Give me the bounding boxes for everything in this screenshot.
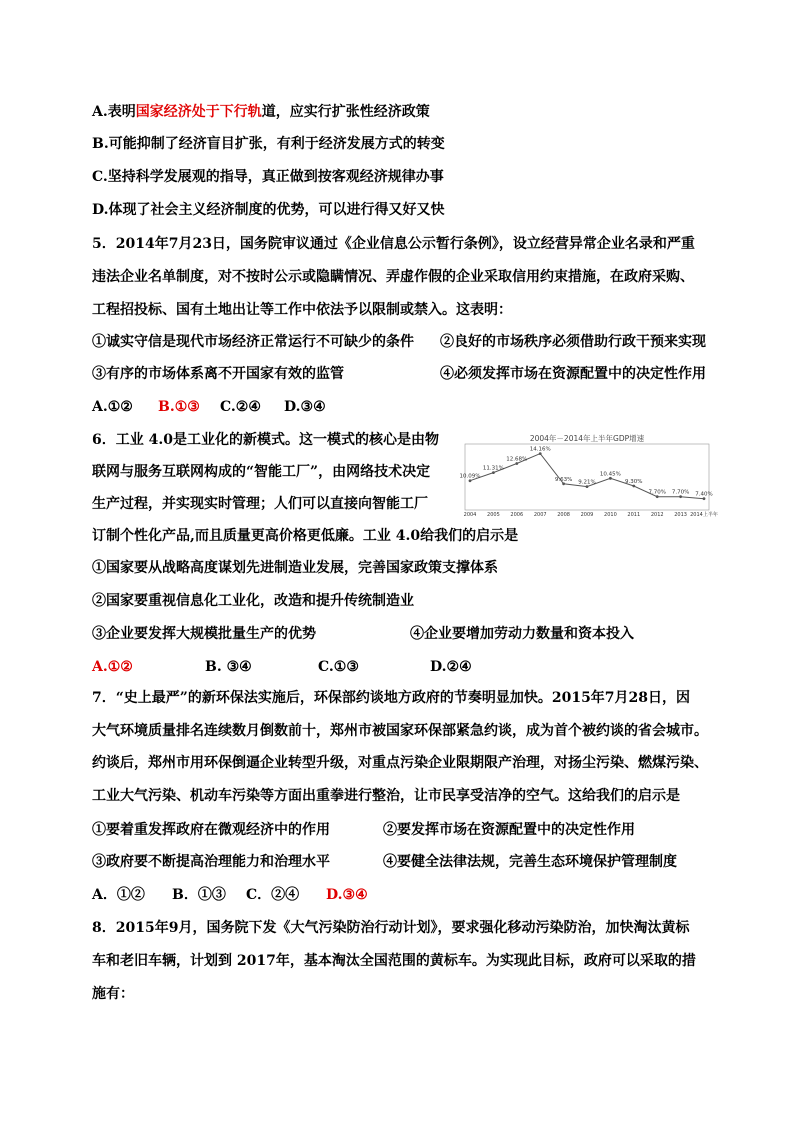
q4-option-c: C.坚持科学发展观的指导，真正做到按客观经济规律办事 [92,169,444,185]
x-tick-label: 2007 [533,512,547,518]
data-point [703,497,706,500]
q4-option-a-suffix: 道，应实行扩张性经济政策 [261,104,430,120]
q8-stem-line-1: 8．2015年9月，国务院下发《大气污染防治行动计划》，要求强化移动污染防治，加快淘汰黄标 [92,920,690,936]
x-tick-label: 2010 [604,512,617,518]
data-label: 12.68% [506,456,528,463]
q6-choice-a: A.①② [92,659,133,675]
q5-statement-2: ②良好的市场秩序必须借助行政干预来实现 [440,334,706,350]
q6-statement-4: ④企业要增加劳动力数量和资本投入 [410,626,634,642]
q4-option-d: D.体现了社会主义经济制度的优势，可以进行得又好又快 [92,202,445,218]
q6-statement-2: ②国家要重视信息化工业化，改造和提升传统制造业 [92,593,414,609]
q5-choice-c: C.②④ [220,399,261,415]
data-label: 14.16% [529,446,551,453]
series-line [470,454,704,499]
gdp-growth-chart [459,432,718,518]
data-label: 10.09% [459,473,481,480]
q7-stem-line-1: 7．“史上最严”的新环保法实施后，环保部约谈地方政府的节奏明显加快。2015年7月28日，因 [92,690,691,706]
data-label: 7.70% [671,489,690,496]
q4-option-b: B.可能抑制了经济盲目扩张，有利于经济发展方式的转变 [92,136,445,152]
data-point [679,495,682,498]
q5-choice-b: B.①③ [158,399,200,415]
data-label: 7.70% [648,489,666,496]
q5-stem-line-3: 工程招投标、国有土地出让等工作中依法予以限制或禁入。这表明： [92,302,512,318]
x-tick-label: 2013 [674,512,687,518]
q5-statement-3: ③有序的市场体系离不开国家有效的监管 [92,366,344,382]
x-tick-label: 2005 [487,512,500,518]
q8-stem-line-3: 施有： [92,986,134,1002]
q5-stem-line-2: 违法企业名单制度，对不按时公示或隐瞒情况、弄虚作假的企业采取信用约束措施，在政府采购、 [92,269,694,285]
q7-statement-3: ③政府要不断提高治理能力和治理水平 [92,854,330,870]
q5-choice-a: A.①② [92,399,133,415]
q6-statement-3: ③企业要发挥大规模批量生产的优势 [92,626,316,642]
data-label: 10.45% [599,471,621,478]
q6-choice-b: B. ③④ [205,659,252,675]
data-point [609,477,612,480]
q7-choice-d: D.③④ [326,887,368,903]
data-point [492,471,495,474]
q7-stem-line-3: 约谈后，郑州市用环保倒逼企业转型升级，对重点污染企业限期限产治理，对扬尘污染、燃煤污染、 [92,755,708,771]
q4-option-a-highlight: 国家经济处于下行轨 [135,104,262,120]
data-label: 9.21% [578,479,596,486]
q7-choice-c: C．②④ [246,887,300,903]
q5-statement-1: ①诚实守信是现代市场经济正常运行不可缺少的条件 [92,334,414,350]
data-point [656,495,659,498]
q5-stem-line-1: 5．2014年7月23日，国务院审议通过《企业信息公示暂行条例》，设立经营异常企业名录和严重 [92,236,695,252]
q7-stem-line-4: 工业大气污染、机动车污染等方面出重拳进行整治，让市民享受洁净的空气。这给我们的启示是 [92,788,680,804]
q6-stem-line-3: 生产过程，并实现实时管理；人们可以直接向智能工厂 [92,496,428,512]
chart-title: 2004年－2014年上半年GDP增速 [529,434,645,443]
data-label: 9.63% [554,476,573,483]
x-tick-label: 2011 [627,512,641,518]
q5-statement-4: ④必须发挥市场在资源配置中的决定性作用 [440,366,706,382]
data-point [586,485,589,488]
x-tick-label: 2009 [580,512,594,518]
q4-option-a-prefix: A.表明 [92,104,136,120]
x-tick-label: 2006 [510,512,524,518]
q7-statement-1: ①要着重发挥政府在微观经济中的作用 [92,822,330,838]
q7-choice-a: A．①② [92,887,145,903]
data-point [539,452,542,455]
q6-statement-1: ①国家要从战略高度谋划先进制造业发展，完善国家政策支撑体系 [92,560,498,576]
q7-statement-2: ②要发挥市场在资源配置中的决定性作用 [383,822,635,838]
data-point [469,479,472,482]
data-point [632,485,635,488]
q6-choice-c: C.①③ [318,659,359,675]
x-tick-label: 2014上半年 [690,512,718,518]
data-point [515,462,518,465]
q6-choice-d: D.②④ [430,659,472,675]
q7-statement-4: ④要健全法律法规，完善生态环境保护管理制度 [383,854,677,870]
q6-stem-line-2: 联网与服务互联网构成的“智能工厂”，由网络技术决定 [92,464,431,480]
q7-choice-b: B．①③ [172,887,226,903]
x-tick-label: 2004 [463,512,477,518]
x-tick-label: 2008 [557,512,570,518]
x-tick-label: 2012 [650,512,664,518]
chart-frame [465,444,709,510]
data-point [562,482,565,485]
data-label: 9.30% [625,479,643,485]
data-label: 7.40% [695,491,713,498]
q8-stem-line-2: 车和老旧车辆，计划到 2017年，基本淘汰全国范围的黄标车。为实现此目标，政府可以采取的措 [92,953,696,969]
q7-stem-line-2: 大气环境质量排名连续数月倒数前十，郑州市被国家环保部紧急约谈，成为首个被约谈的省会城市。 [92,723,708,739]
q4-option-a [92,102,430,122]
q6-stem-line-1: 6．工业 4.0是工业化的新模式。这一模式的核心是由物 [92,432,439,448]
q6-stem-line-4: 订制个性化产品,而且质量更高价格更低廉。工业 4.0给我们的启示是 [92,528,519,544]
q5-choice-d: D.③④ [284,399,326,415]
data-label: 11.31% [482,465,504,472]
